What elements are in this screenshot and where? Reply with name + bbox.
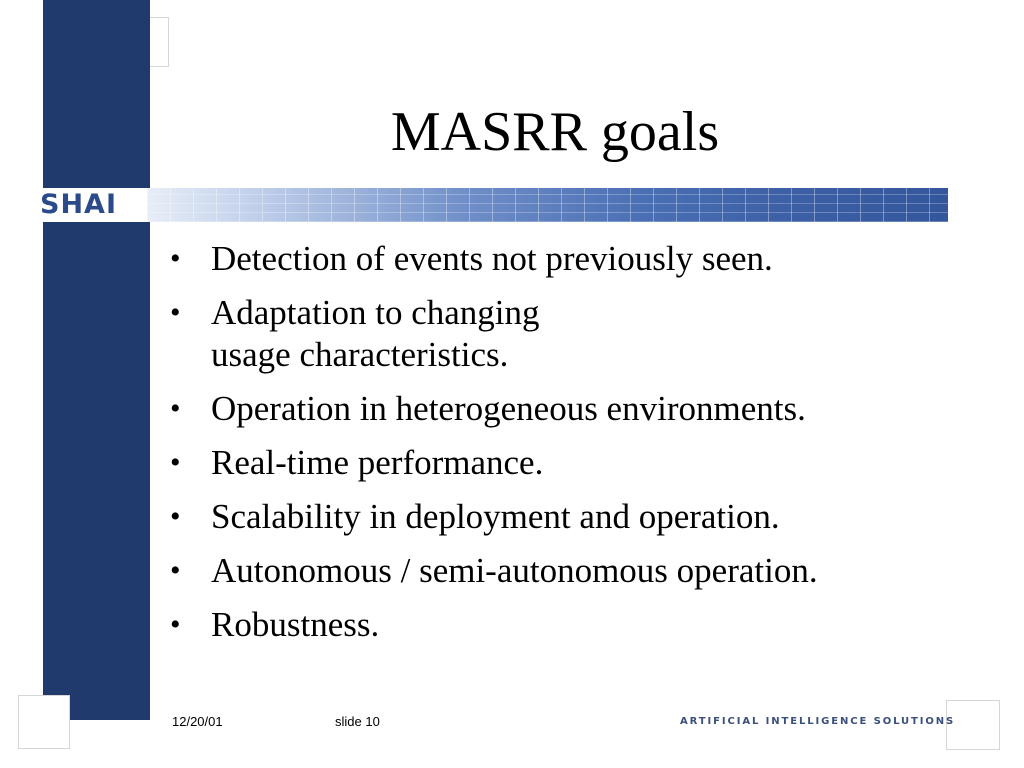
bullet-icon: • — [170, 446, 181, 479]
corner-frame-bottom-left — [18, 695, 70, 749]
bullet-icon: • — [170, 296, 181, 329]
left-sidebar-bar — [43, 0, 150, 720]
list-item — [168, 238, 968, 280]
bullet-icon: • — [170, 554, 181, 587]
bullet-list — [168, 238, 968, 658]
bullet-icon: • — [170, 500, 181, 533]
footer-date: 12/20/01 — [172, 714, 223, 729]
bullet-text: Adaptation to changing — [211, 293, 540, 332]
bullet-icon: • — [170, 242, 181, 275]
footer-tagline: ARTIFICIAL INTELLIGENCE SOLUTIONS — [680, 716, 956, 727]
bullet-text: Detection of events not previously seen. — [211, 239, 773, 278]
list-item — [168, 442, 968, 484]
list-item — [168, 550, 968, 592]
bullet-text: Real-time performance. — [211, 443, 544, 482]
bullet-text: Robustness. — [211, 605, 380, 644]
list-item — [168, 604, 968, 646]
bullet-icon: • — [170, 392, 181, 425]
corner-frame-top — [150, 17, 169, 67]
slide-title: MASRR goals — [390, 101, 720, 163]
list-item — [168, 292, 968, 376]
bullet-text: Autonomous / semi-autonomous operation. — [211, 551, 818, 590]
list-item — [168, 496, 968, 538]
footer-slide-number: slide 10 — [335, 714, 380, 729]
bullet-text: Operation in heterogeneous environments. — [211, 389, 806, 428]
bullet-icon: • — [170, 608, 181, 641]
list-item — [168, 388, 968, 430]
bullet-text: Scalability in deployment and operation. — [211, 497, 780, 536]
bullet-text-continuation: usage characteristics. — [211, 335, 509, 374]
header-gradient-band — [147, 188, 948, 222]
shai-logo: SHAI — [40, 189, 117, 220]
